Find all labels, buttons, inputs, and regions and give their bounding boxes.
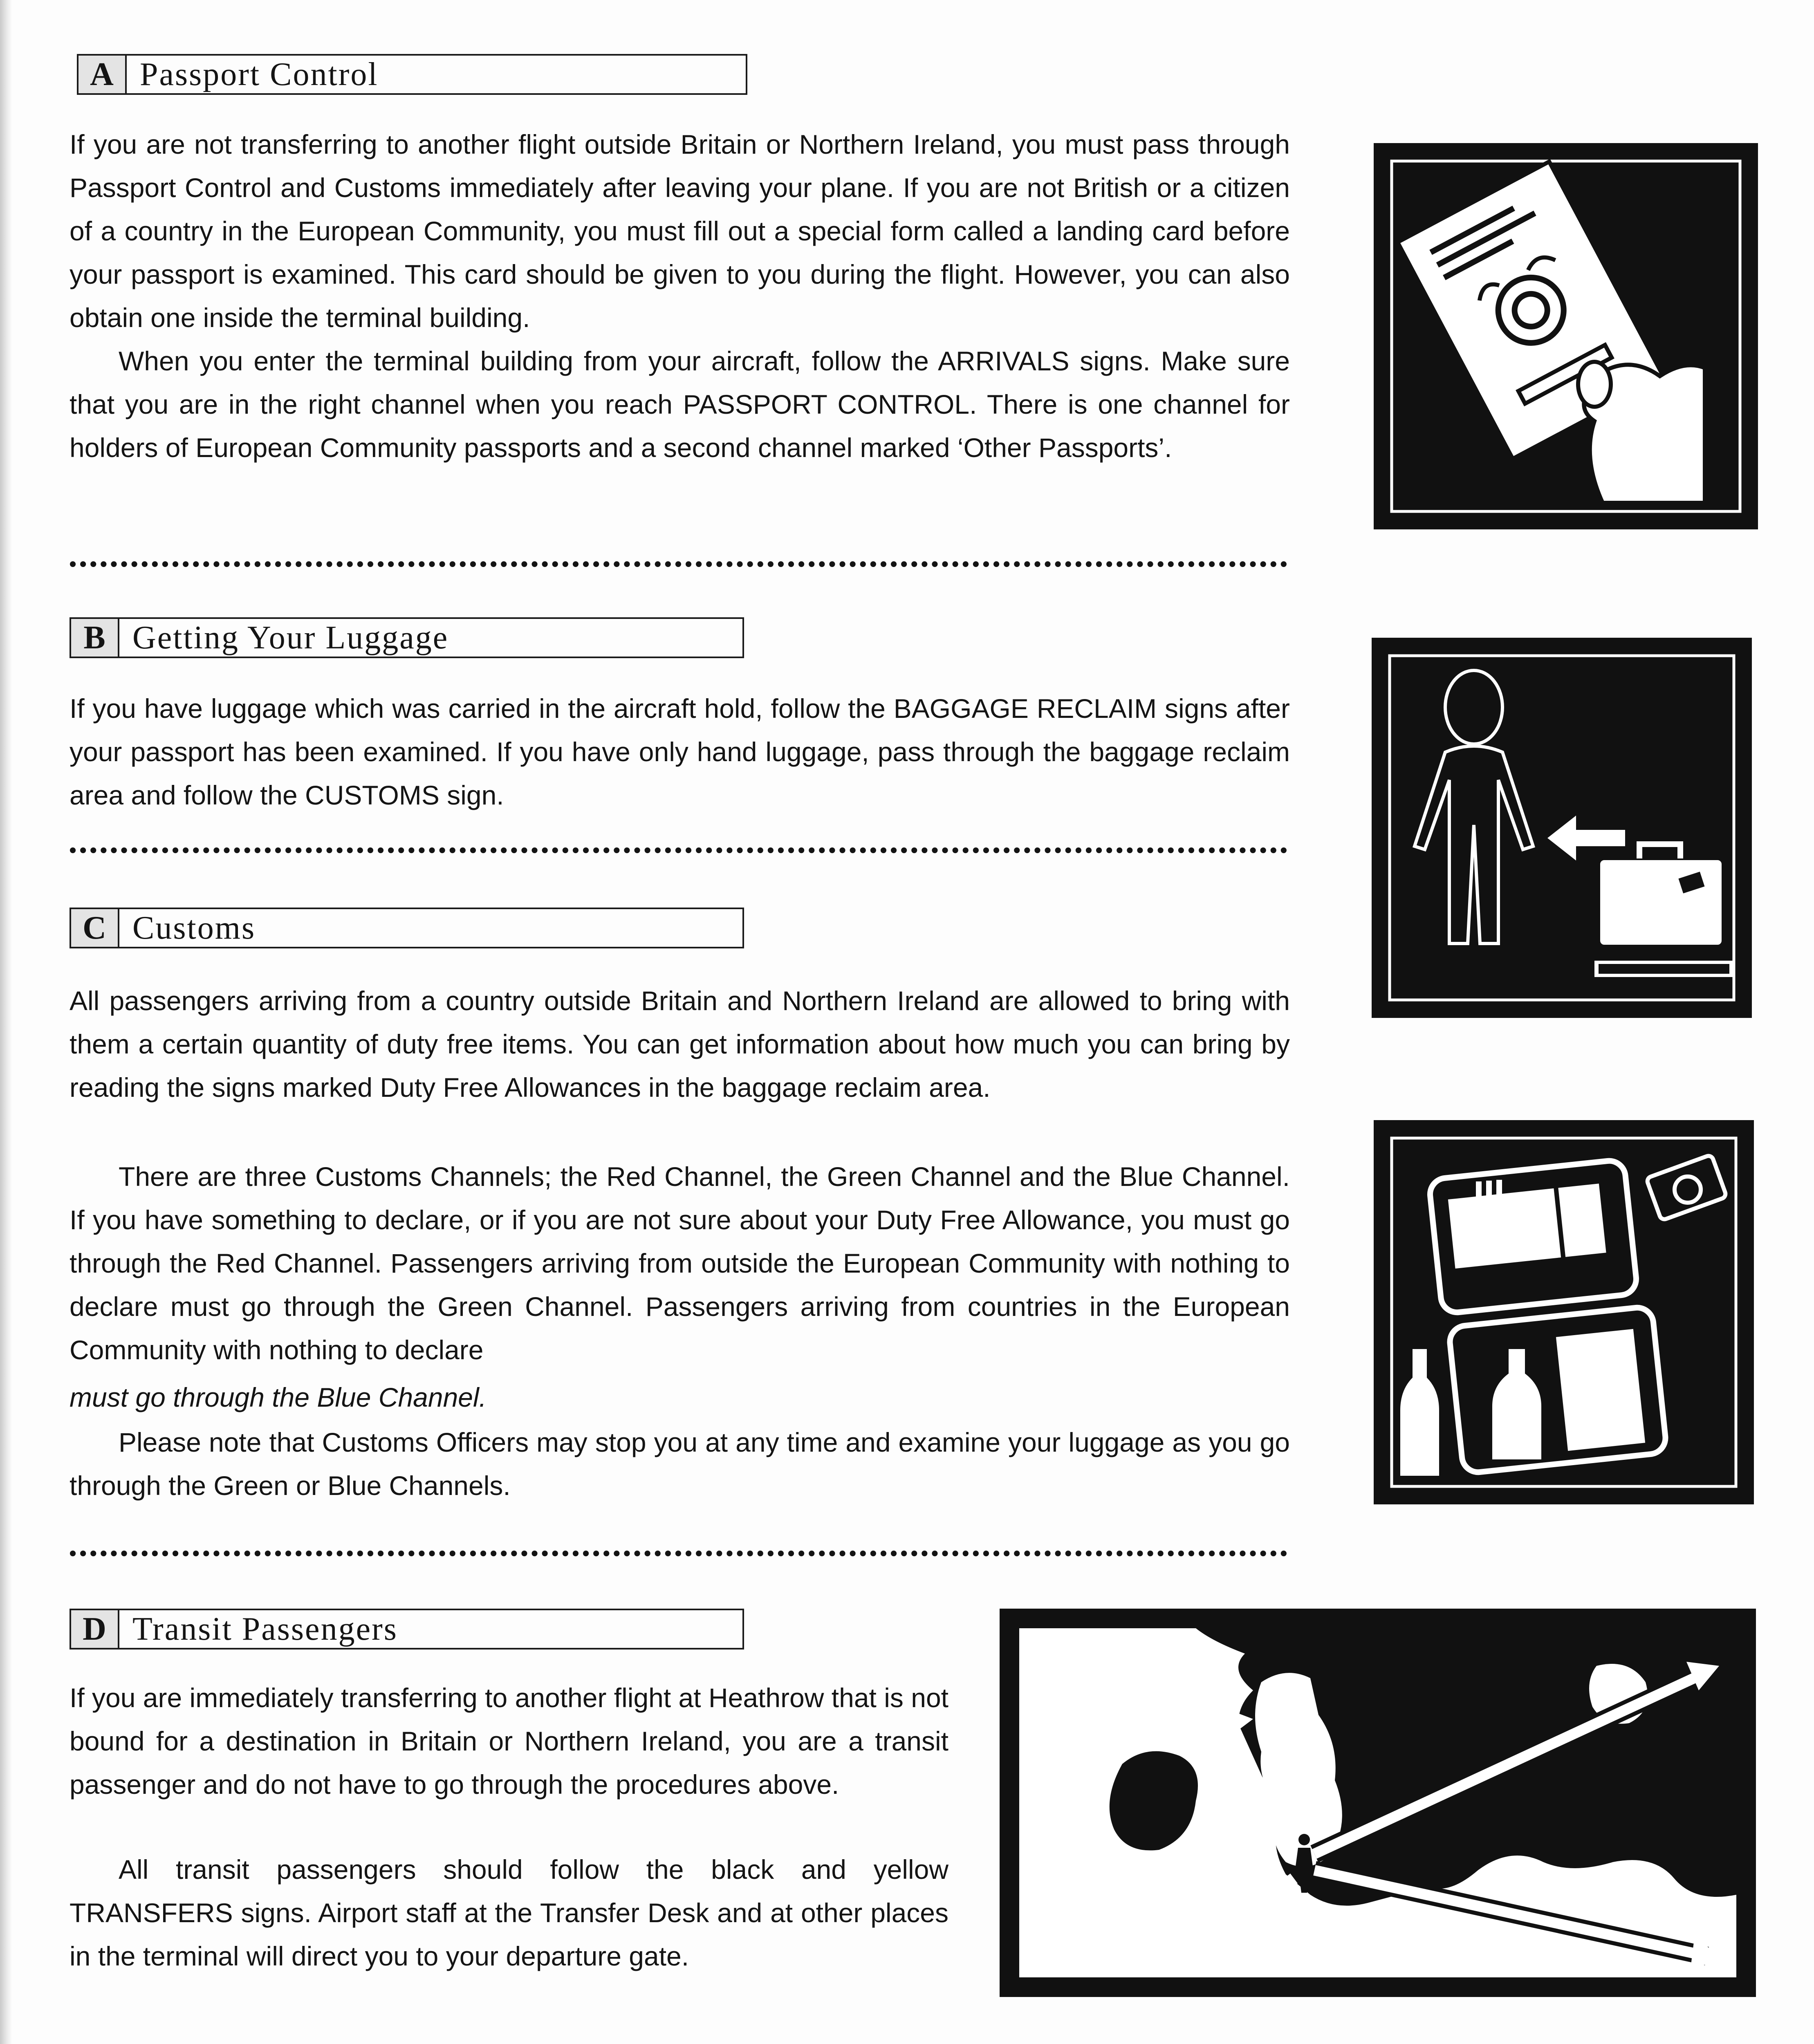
section-a-title: Passport Control [140,56,379,92]
section-divider [70,560,1292,568]
section-b-title: Getting Your Luggage [132,619,449,656]
section-a-paragraph-2: When you enter the terminal building from your aircraft, follow the ARRIVALS signs. Make sure that you are in the right channel when you reach PASSPORT CONTROL. There is one channel for holders of European Community passports and a second channel marked ‘Other Passports’. [70,346,1290,463]
section-a-paragraph-1: If you are not transferring to another flight outside Britain or Northern Ireland, you must pass through Passport Control and Customs immediately after leaving your plane. If you are not British or a citizen of a country in the European Community, you must fill out a special form called a landing card before your passport is examined. This card should be given to you during the flight. However, you can also obtain one inside the terminal building. [70,129,1290,333]
section-c-paragraph-1: All passengers arriving from a country outside Britain and Northern Ireland are allowed to bring with them a certain quantity of duty free items. You can get information about how much you can bring by reading the signs marked Duty Free Allowances in the baggage reclaim area. [70,986,1290,1103]
section-d-title: Transit Passengers [132,1611,398,1647]
section-c-header [70,908,744,948]
section-d-paragraph-1: If you are immediately transferring to another flight at Heathrow that is not bound for a destination in Britain or Northern Ireland, you are a transit passenger and do not have to go through the procedures above. [70,1683,948,1800]
section-c-paragraph-2: There are three Customs Channels; the Red Channel, the Green Channel and the Blue Channel. If you have something to declare, or if you are not sure about your Duty Free Allowance, you must go through the Red Channel. Passengers arriving from outside the European Community with nothing to declare must go through the Green Channel. Passengers arriving from countries in the European Community with nothing to declare [70,1161,1290,1365]
section-c-paragraph-2-end: must go through the Blue Channel. [70,1382,487,1412]
section-b-letter: B [71,619,119,657]
section-c-title: Customs [132,910,256,946]
section-a-letter: A [78,56,127,93]
section-d-letter: D [71,1610,119,1648]
section-b-header [70,617,744,658]
section-divider [70,1549,1292,1558]
section-d-header [70,1609,744,1650]
transit-map-icon [1000,1609,1756,1997]
section-b-paragraph-1: If you have luggage which was carried in the aircraft hold, follow the BAGGAGE RECLAIM signs after your passport has been examined. If you have only hand luggage, pass through the baggage reclaim area and follow the CUSTOMS sign. [70,693,1290,810]
torn-left-edge [0,0,12,2044]
section-c-paragraph-3: Please note that Customs Officers may stop you at any time and examine your luggage as you go through the Green or Blue Channels. [70,1427,1290,1501]
baggage-reclaim-icon [1372,638,1752,1018]
customs-case-icon [1374,1120,1754,1504]
section-a-header [77,54,747,95]
section-divider [70,846,1292,854]
passport-icon [1374,143,1758,529]
section-d-paragraph-2: All transit passengers should follow the black and yellow TRANSFERS signs. Airport staff at the Transfer Desk and at other places in the terminal will direct you to your departure gate. [70,1854,948,1971]
section-c-letter: C [71,909,119,947]
